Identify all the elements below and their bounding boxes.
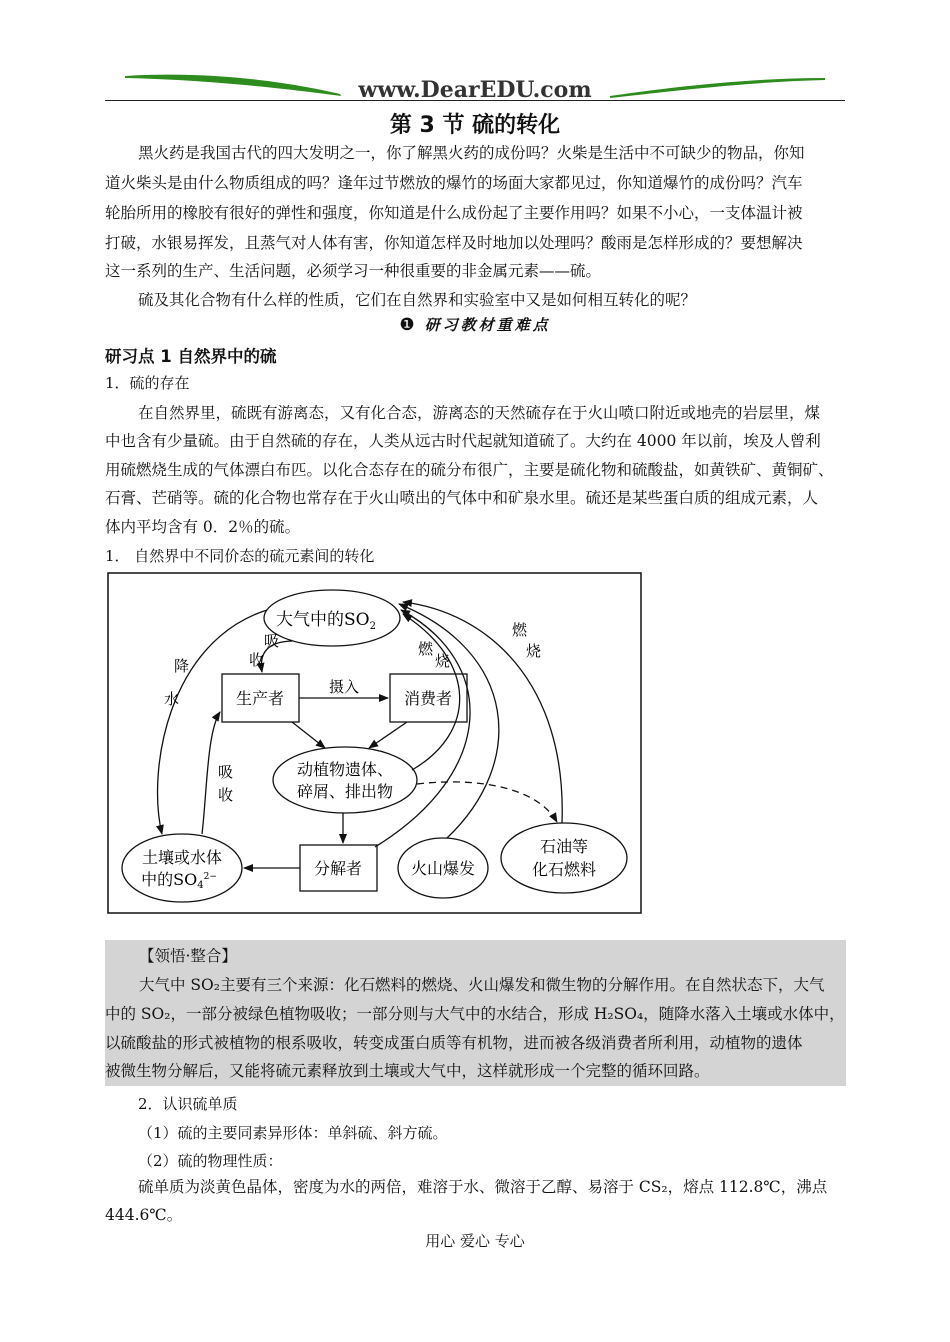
banner-green-swoosh-left (125, 75, 341, 96)
summary-heading: 【领悟·整合】 (139, 947, 237, 965)
point1-para-line-3: 用硫燃烧生成的气体漂白布匹。以化合态存在的硫分布很广，主要是硫化物和硫酸盐，如黄铁矿、黄铜矿、 (105, 461, 834, 479)
node-fossil-fuel-label-1: 石油等 (539, 837, 589, 856)
intro-line-4: 打破，水银易挥发，且蒸气对人体有害，你知道怎样及时地加以处理吗？酸雨是怎样形成的？要想解决 (105, 234, 803, 252)
point2-sub-2: （2）硫的物理性质： (138, 1152, 283, 1170)
point2-para-line-1: 硫单质为淡黄色晶体，密度为水的两倍，难溶于水、微溶于乙醇、易溶于 CS₂，熔点 112.8℃，沸点 (138, 1178, 828, 1196)
summary-line-2: 中的 SO₂，一部分被绿色植物吸收；一部分则与大气中的水结合，形成 H₂SO₄，随降水落入土壤或水体中， (105, 1005, 845, 1023)
node-producer-label: 生产者 (235, 689, 285, 708)
node-decomposer-label: 分解者 (313, 859, 363, 878)
node-fossil-fuel (501, 823, 627, 893)
label-burn-mid-2: 烧 (435, 652, 451, 670)
label-burn-mid-1: 燃 (418, 640, 434, 658)
intro-line-5: 这一系列的生产、生活问题，必须学习一种很重要的非金属元素——硫。 (105, 262, 602, 280)
label-absorb-top-2: 收 (249, 651, 265, 669)
node-volcano-label: 火山爆发 (410, 859, 476, 878)
section-heading (0, 314, 950, 335)
point1-title: 研习点 1 自然界中的硫 (105, 347, 277, 366)
label-burn-right-1: 燃 (512, 621, 528, 639)
node-fossil-fuel-label-2: 化石燃料 (531, 860, 597, 879)
node-soil-label-2: 中的$SO4^{2-}$ (141, 870, 217, 891)
banner-site-name: www.DearEDU.com (358, 77, 592, 103)
summary-box (105, 940, 846, 1086)
summary-line-3: 以硫酸盐的形式被植物的根系吸收，转变成蛋白质等有机物，进而被各级消费者所利用，动植物的遗体 (105, 1034, 803, 1052)
node-soil-label-1: 土壤或水体 (141, 848, 223, 867)
intro-line-1: 黑火药是我国古代的四大发明之一，你了解黑火药的成份吗？火柴是生活中不可缺少的物品，你知 (138, 144, 805, 162)
point1-item-2: 1． 自然界中不同价态的硫元素间的转化 (105, 547, 375, 565)
label-intake: 摄入 (328, 678, 360, 696)
point2-para-line-2: 444.6℃。 (105, 1206, 183, 1224)
point1-item-1: 1．硫的存在 (105, 374, 190, 392)
point2-item: 2．认识硫单质 (138, 1095, 238, 1113)
header-rule (105, 100, 845, 101)
node-remains-label-1: 动植物遗体、 (296, 760, 394, 779)
label-burn-right-2: 烧 (526, 642, 542, 660)
point1-para-line-2: 中也含有少量硫。由于自然硫的存在，人类从远古时代起就知道硫了。大约在 4000 年以前，埃及人曾利 (105, 432, 821, 450)
node-atmosphere-so2-label: 大气中的$SO_2$ (276, 610, 376, 632)
point2-sub-1: （1）硫的主要同素异形体：单斜硫、斜方硫。 (138, 1124, 448, 1142)
label-rain-2: 水 (164, 690, 180, 708)
section-bullet-icon: ❶ (399, 315, 415, 335)
summary-line-4: 被微生物分解后，又能将硫元素释放到土壤或大气中，这样就形成一个完整的循环回路。 (105, 1062, 710, 1080)
point1-para-line-4: 石膏、芒硝等。硫的化合物也常存在于火山喷出的气体中和矿泉水里。硫还是某些蛋白质的组成元素，人 (105, 489, 819, 507)
intro-line-6: 硫及其化合物有什么样的性质，它们在自然界和实验室中又是如何相互转化的呢？ (138, 291, 697, 309)
intro-line-3: 轮胎所用的橡胶有很好的弹性和强度，你知道是什么成份起了主要作用吗？如果不小心，一支体温计被 (105, 204, 803, 222)
point1-para-line-1: 在自然界里，硫既有游离态，又有化合态，游离态的天然硫存在于火山喷口附近或地壳的岩层里，煤 (138, 404, 821, 422)
section-title: 研习教材重难点 (424, 316, 551, 334)
node-remains-label-2: 碎屑、排出物 (296, 782, 394, 801)
point1-para-line-5: 体内平均含有 0．2％的硫。 (105, 518, 301, 536)
node-soil-water-so4 (122, 834, 242, 902)
intro-line-2: 道火柴头是由什么物质组成的吗？逢年过节燃放的爆竹的场面大家都见过，你知道爆竹的成份吗？汽车 (105, 174, 803, 192)
sulfur-cycle-diagram (107, 572, 642, 914)
label-absorb-top-1: 吸 (264, 632, 280, 650)
page-footer: 用心 爱心 专心 (425, 1232, 525, 1250)
banner-green-swoosh-right (610, 78, 825, 98)
label-rain-1: 降 (174, 657, 190, 675)
summary-line-1: 大气中 SO₂主要有三个来源：化石燃料的燃烧、火山爆发和微生物的分解作用。在自然状态下，大气 (139, 976, 825, 994)
label-absorb-left-1: 吸 (218, 763, 234, 781)
label-absorb-left-2: 收 (218, 786, 234, 804)
node-remains (273, 747, 417, 813)
node-consumer-label: 消费者 (403, 689, 453, 708)
page-title: 第 3 节 硫的转化 (389, 113, 561, 138)
